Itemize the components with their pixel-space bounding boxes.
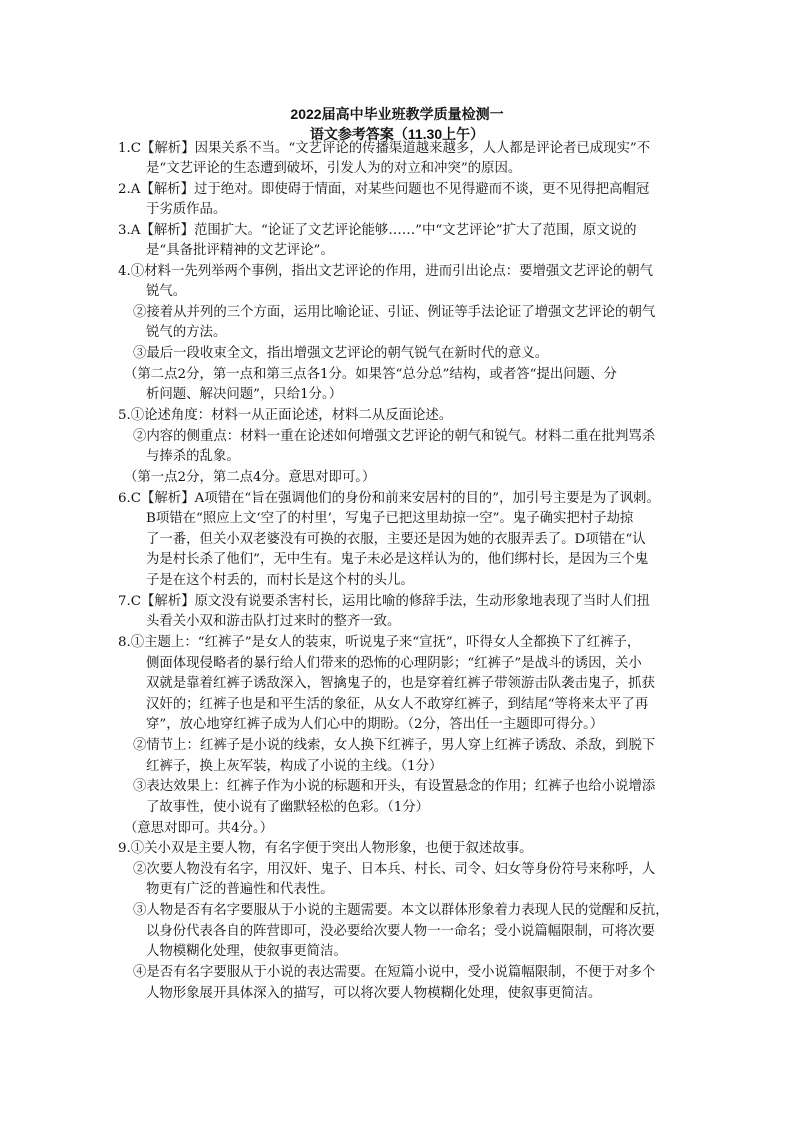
document-title: 2022届高中毕业班教学质量检测一 xyxy=(290,106,504,122)
answer-line: 7.C【解析】原文没有说要杀害村长，运用比喻的修辞手法，生动形象地表现了当时人们扭 xyxy=(118,594,650,609)
answer-line: 汉奸的；红裤子也是和平生活的象征，从女人不敢穿红裤子，到结尾“等将来太平了再 xyxy=(146,697,649,712)
answer-line: 以身份代表各自的阵营即可，没必要给次要人物一一命名；受小说篇幅限制，可将次要 xyxy=(146,924,655,939)
answer-line: 于劣质作品。 xyxy=(146,202,227,217)
answer-line: 3.A【解析】范围扩大。“论证了文艺评论能够……”中“文艺评论”扩大了范围，原文说的 xyxy=(118,223,637,238)
answer-line: 双就是靠着红裤子诱敌深入，智擒鬼子的，也是穿着红裤子带领游击队袭击鬼子，抓获 xyxy=(146,676,655,691)
answer-line: ②接着从并列的三个方面，运用比喻论证、引证、例证等手法论证了增强文艺评论的朝气 xyxy=(133,305,656,320)
answer-line: 人物模糊化处理，使叙事更简洁。 xyxy=(146,944,347,959)
answer-line: 了一番，但关小双老婆没有可换的衣服，主要还是因为她的衣服弄丢了。D项错在“认 xyxy=(146,532,646,547)
answer-line: 子是在这个村丢的，而村长是这个村的头儿。 xyxy=(146,573,414,588)
answer-line: B项错在“照应上文‘空了的村里’，写鬼子已把这里劫掠一空”。鬼子确实把村子劫掠 xyxy=(146,511,634,526)
answer-line: 2.A【解析】过于绝对。即使碍于情面，对某些问题也不见得避而不谈，更不见得把高帽冠 xyxy=(118,182,650,197)
answer-line: ③最后一段收束全文，指出增强文艺评论的朝气锐气在新时代的意义。 xyxy=(133,346,549,361)
answer-line: ②内容的侧重点：材料一重在论述如何增强文艺评论的朝气和锐气。材料二重在批判骂杀 xyxy=(133,429,656,444)
answer-line: （意思对即可。共4分。） xyxy=(124,821,274,836)
answer-line: 锐气的方法。 xyxy=(146,325,227,340)
answer-line: 与捧杀的乱象。 xyxy=(146,449,240,464)
answer-line: 6.C【解析】A项错在“旨在强调他们的身份和前来安居村的目的”，加引号主要是为了讽刺。 xyxy=(118,491,660,506)
answer-line: （第二点2分，第一点和第三点各1分。如果答“总分总”结构，或者答“提出问题、分 xyxy=(124,367,617,382)
answer-line: 物更有广泛的普遍性和代表性。 xyxy=(146,882,334,897)
answer-line: 为是村长杀了他们”，无中生有。鬼子未必是这样认为的，他们绑村长，是因为三个鬼 xyxy=(146,552,649,567)
answer-line: 是“文艺评论的生态遭到破坏，引发人为的对立和冲突”的原因。 xyxy=(146,161,522,176)
answer-line: 人物形象展开具体深入的描写，可以将次要人物模糊化处理，使叙事更简洁。 xyxy=(146,986,602,1001)
answer-line: 头看关小双和游击队打过来时的整齐一致。 xyxy=(146,614,401,629)
answer-line: 了故事性，使小说有了幽默轻松的色彩。（1分） xyxy=(146,800,430,815)
answer-line: 9.①关小双是主要人物，有名字便于突出人物形象，也便于叙述故事。 xyxy=(118,841,533,856)
answer-line: 穿”，放心地穿红裤子成为人们心中的期盼。（2分，答出任一主题即可得分。） xyxy=(146,717,604,732)
answer-line: ②情节上：红裤子是小说的线索，女人换下红裤子，男人穿上红裤子诱敌、杀敌，到脱下 xyxy=(133,738,656,753)
answer-line: 侧面体现侵略者的暴行给人们带来的恐怖的心理阴影；“红裤子”是战斗的诱因，关小 xyxy=(146,656,642,671)
answer-line: ④是否有名字要服从于小说的表达需要。在短篇小说中，受小说篇幅限制，不便于对多个 xyxy=(133,965,656,980)
answer-line: 锐气。 xyxy=(146,284,187,299)
answer-line: 是“具备批评精神的文艺评论”。 xyxy=(146,243,334,258)
answer-line: ③表达效果上：红裤子作为小说的标题和开头，有设置悬念的作用；红裤子也给小说增添 xyxy=(133,779,656,794)
answer-line: 8.①主题上：“红裤子”是女人的装束，听说鬼子来“宣抚”，吓得女人全都换下了红裤子， xyxy=(118,635,641,650)
answer-line: 红裤子，换上灰军装，构成了小说的主线。（1分） xyxy=(146,759,443,774)
answer-line: （第一点2分，第二点4分。意思对即可。） xyxy=(124,470,376,485)
document-subtitle: 语文参考答案（11.30上午） xyxy=(309,126,485,142)
answer-line: 析问题、解决问题”，只给1分。） xyxy=(146,387,343,402)
answer-line: ③人物是否有名字要服从于小说的主题需要。本文以群体形象着力表现人民的觉醒和反抗， xyxy=(133,903,669,918)
answer-line: 5.①论述角度：材料一从正面论述，材料二从反面论述。 xyxy=(118,408,453,423)
answer-line: 4.①材料一先列举两个事例，指出文艺评论的作用，进而引出论点：要增强文艺评论的朝气 xyxy=(118,264,654,279)
answer-line: ②次要人物没有名字，用汉奸、鬼子、日本兵、村长、司令、妇女等身份符号来称呼，人 xyxy=(133,862,656,877)
answer-line: 1.C【解析】因果关系不当。“文艺评论的传播渠道越来越多，人人都是评论者已成现实”不 xyxy=(118,141,651,156)
